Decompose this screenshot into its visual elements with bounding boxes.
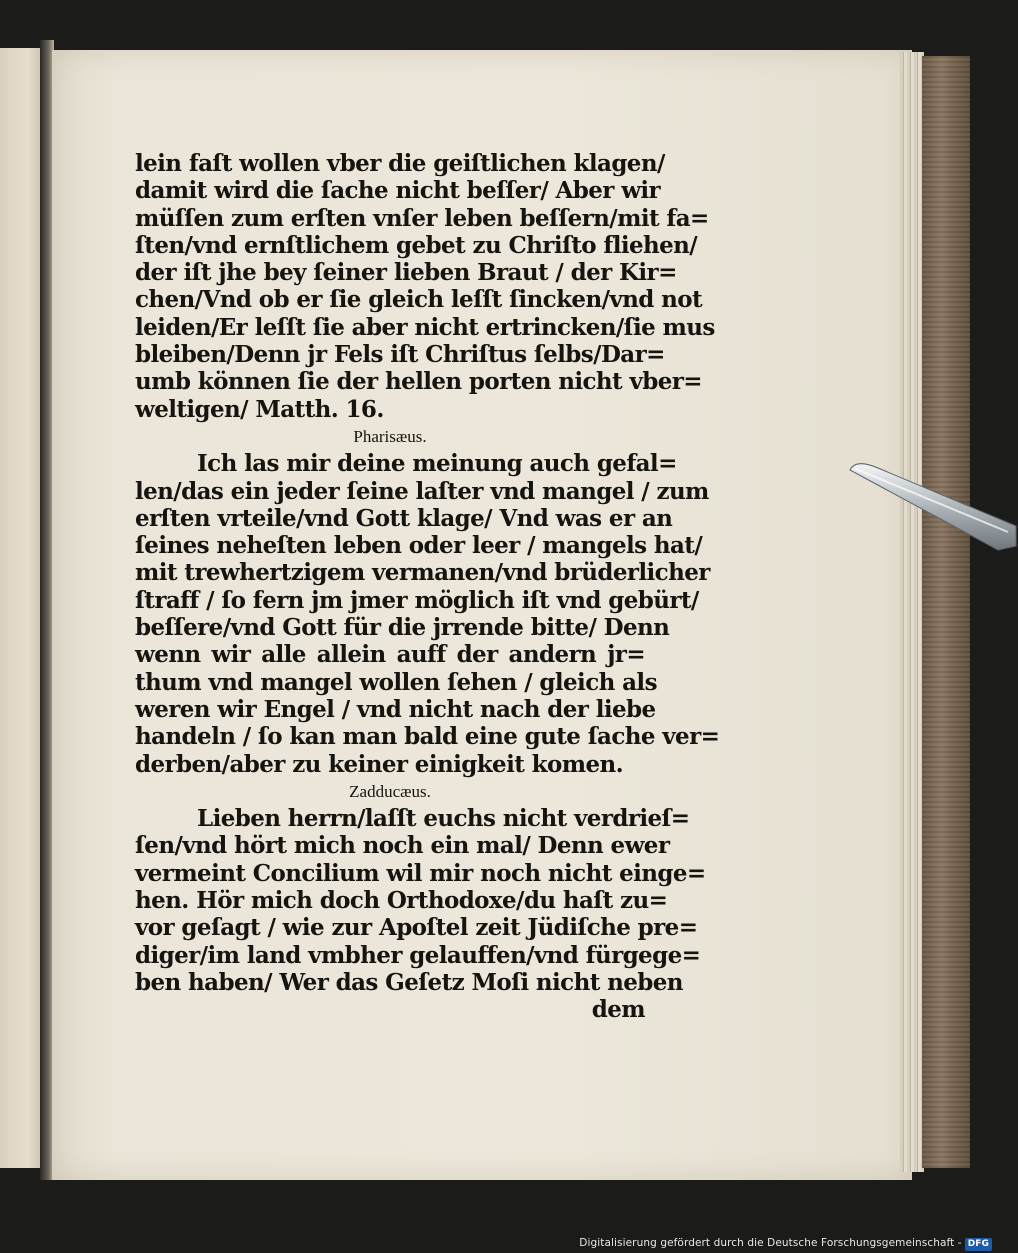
text-line: der iſt jhe bey ſeiner lieben Braut / der Kir= — [135, 259, 677, 287]
text-line: weltigen/ Matth. 16. — [135, 395, 384, 423]
text-line: bleiben/Denn jr Fels iſt Chriſtus ſelbs/Dar= — [135, 341, 665, 369]
text-line: lein faſt wollen vber die geiſtlichen klagen/ — [135, 150, 665, 177]
speaker-heading-zadducaeus: Zadducæus. — [349, 781, 431, 801]
text-line: wenn wir alle allein auff der andern jr= — [135, 641, 645, 669]
text-line: vermeint Concilium wil mir noch nicht einge= — [135, 859, 706, 887]
page-edges — [900, 52, 924, 1172]
text-line: len/das ein jeder ſeine laſter vnd mangel / zum — [135, 477, 709, 505]
text-line: hen. Hör mich doch Orthodoxe/du haſt zu= — [135, 887, 668, 915]
text-line: mit trewhertzigem vermanen/vnd brüderlicher — [135, 559, 710, 587]
text-line: damit wird die ſache nicht beſſer/ Aber wir — [135, 177, 661, 205]
text-line: Lieben herrn/laſſt euchs nicht verdrieſ= — [197, 805, 690, 833]
text-line: umb können ſie der hellen porten nicht vber= — [135, 368, 702, 396]
digitization-credit — [579, 1233, 992, 1253]
text-line: ſtraff / ſo fern jm jmer möglich iſt vnd gebürt/ — [135, 586, 699, 614]
text-line: ſen/vnd hört mich noch ein mal/ Denn ewer — [135, 832, 670, 860]
dfg-logo: DFG — [965, 1238, 992, 1251]
catchword: dem — [591, 996, 645, 1024]
book-cover — [922, 56, 970, 1168]
text-line: Ich las mir deine meinung auch gefal= — [197, 450, 677, 478]
text-line: leiden/Er leſſt ſie aber nicht ertrincken/ſie mus — [135, 313, 715, 341]
credit-text: Digitalisierung gefördert durch die Deutsche Forschungsgemeinschaft - — [579, 1237, 962, 1249]
text-line: müſſen zum erſten vnſer leben beſſern/mit fa= — [135, 204, 709, 232]
speaker-heading-pharisaeus: Pharisæus. — [353, 426, 427, 446]
text-line: erſten vrteile/vnd Gott klage/ Vnd was er an — [135, 504, 673, 532]
text-line: beſſere/vnd Gott für die jrrende bitte/ Denn — [135, 614, 670, 642]
text-line: ſeines neheſten leben oder leer / mangels hat/ — [135, 532, 703, 560]
text-line: weren wir Engel / vnd nicht nach der liebe — [135, 695, 656, 723]
text-line: diger/im land vmbher gelauffen/vnd fürgege= — [135, 941, 701, 969]
text-line: handeln / ſo kan man bald eine gute ſache ver= — [135, 723, 720, 751]
text-block — [135, 150, 720, 1024]
text-line: chen/Vnd ob er ſie gleich leſſt ſincken/vnd not — [135, 286, 703, 314]
left-page-edge — [0, 48, 40, 1168]
text-line: derben/aber zu keiner einigkeit komen. — [135, 750, 624, 778]
text-line: ben haben/ Wer das Geſetz Moſi nicht neben — [135, 968, 683, 996]
text-line: ſten/vnd ernſtlichem gebet zu Chriſto fliehen/ — [135, 231, 698, 259]
text-line: vor geſagt / wie zur Apoſtel zeit Jüdiſche pre= — [135, 914, 698, 942]
text-line: thum vnd mangel wollen ſehen / gleich als — [135, 668, 657, 696]
